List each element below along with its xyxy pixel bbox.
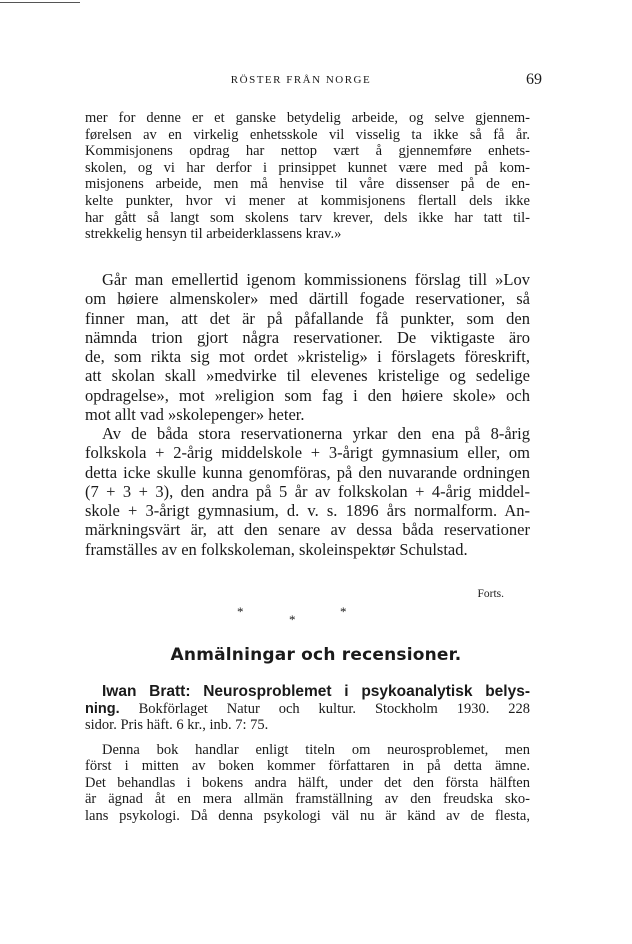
quote-line: førelsen av en virkelig enhetsskole vil visselig ta ikke så få år.	[85, 126, 530, 143]
review-publication-line	[85, 701, 530, 718]
review-publisher: Bokförlaget Natur och kultur. Stockholm 1930. 228	[138, 700, 531, 717]
quote-block	[85, 110, 530, 243]
quote-line: har gått så langt som skolens tarv krever, dels ikke har tatt til-	[85, 209, 530, 226]
text-line: nämnda trion gjort några reservationer. De viktigaste äro	[85, 327, 530, 347]
review-body-line: först i mitten av boken kommer författaren in på detta ämne.	[85, 758, 530, 774]
review-price: sidor. Pris häft. 6 kr., inb. 7: 75.	[85, 717, 269, 733]
review-body-line: lans psykologi. Då denna psykologi väl nu är känd av de flesta,	[85, 807, 530, 824]
text-line: opdragelse», mot »religion som fag i den høiere skole» och	[85, 385, 530, 405]
text-line: detta icke skulle kunna genomföras, på den nuvarande ordningen	[85, 462, 530, 482]
asterisk: *	[340, 604, 347, 619]
text-line: märkningsvärt är, att den senare av dessa båda reservationer	[85, 520, 530, 540]
text-line: Går man emellertid igenom kommissionens förslag till »Lov	[102, 270, 530, 289]
review-entry	[85, 684, 530, 824]
paragraph-1	[85, 270, 530, 424]
text-line: att skolan skall »medvirke til elevenes kristelige og sedelige	[85, 366, 530, 386]
quote-line: Kommisjonens opdrag har nettop vært å gjennemføre enhets-	[85, 143, 530, 160]
text-line: skole + 3-årigt gymnasium, d. v. s. 1896 års normalform. An-	[85, 501, 530, 521]
quote-line: misjonens arbeide, men må henvise til våre dissenser på de en-	[85, 176, 530, 193]
quote-line: skolen, og vi har derfor i prinsippet kunnet være med på kom-	[85, 159, 530, 176]
text-line: de, som rikta sig mot ordet »kristelig» i förslagets föreskrift,	[85, 347, 530, 367]
text-line: folkskola + 2-årig middelskole + 3-årigt gymnasium eller, om	[85, 443, 530, 463]
review-title: Iwan Bratt: Neurosproblemet i psykoanalytisk belys-	[102, 683, 530, 700]
text-line: Av de båda stora reservationerna yrkar den ena på 8-årig	[102, 424, 530, 443]
section-separator	[0, 604, 632, 626]
quote-line: strekkelig hensyn til arbeiderklassens krav.»	[85, 226, 342, 243]
paragraph-2	[85, 424, 530, 559]
page-header	[60, 71, 542, 94]
review-body-line: Denna bok handlar enligt titeln om neurosproblemet, men	[102, 741, 530, 758]
quote-line: mer for denne er et ganske betydelig arbeide, og selve gjennem-	[85, 110, 530, 126]
running-head: RÖSTER FRÅN NORGE	[230, 74, 372, 86]
text-line: mot allt vad »skolepenger» heter.	[85, 405, 305, 425]
top-rule	[0, 2, 80, 3]
text-line: finner man, att det är på påfallande få punkter, som den	[85, 308, 530, 328]
asterisk: *	[289, 612, 296, 627]
quote-line: kelte punkter, hvor vi mener at kommisjonens flertall dels ikke	[85, 192, 530, 209]
review-body-line: Det behandlas i bokens andra hälft, under det den första hälften	[85, 774, 530, 791]
continuation-note: Forts.	[477, 588, 504, 600]
text-line: (7 + 3 + 3), den andra på 5 år av folkskolan + 4-årig middel-	[85, 481, 530, 501]
section-heading: Anmälningar och recensioner.	[170, 645, 462, 665]
asterisk: *	[237, 604, 244, 619]
text-line: om høiere almenskoler» med därtill fogade reservationer, så	[85, 289, 530, 309]
review-title-end: ning.	[85, 700, 120, 717]
page-number: 69	[526, 71, 542, 88]
review-body-line: är ägnad åt en mera allmän framställning av den freudska sko-	[85, 791, 530, 807]
text-line: framställes av en folkskoleman, skoleinspektør Schulstad.	[85, 539, 468, 559]
